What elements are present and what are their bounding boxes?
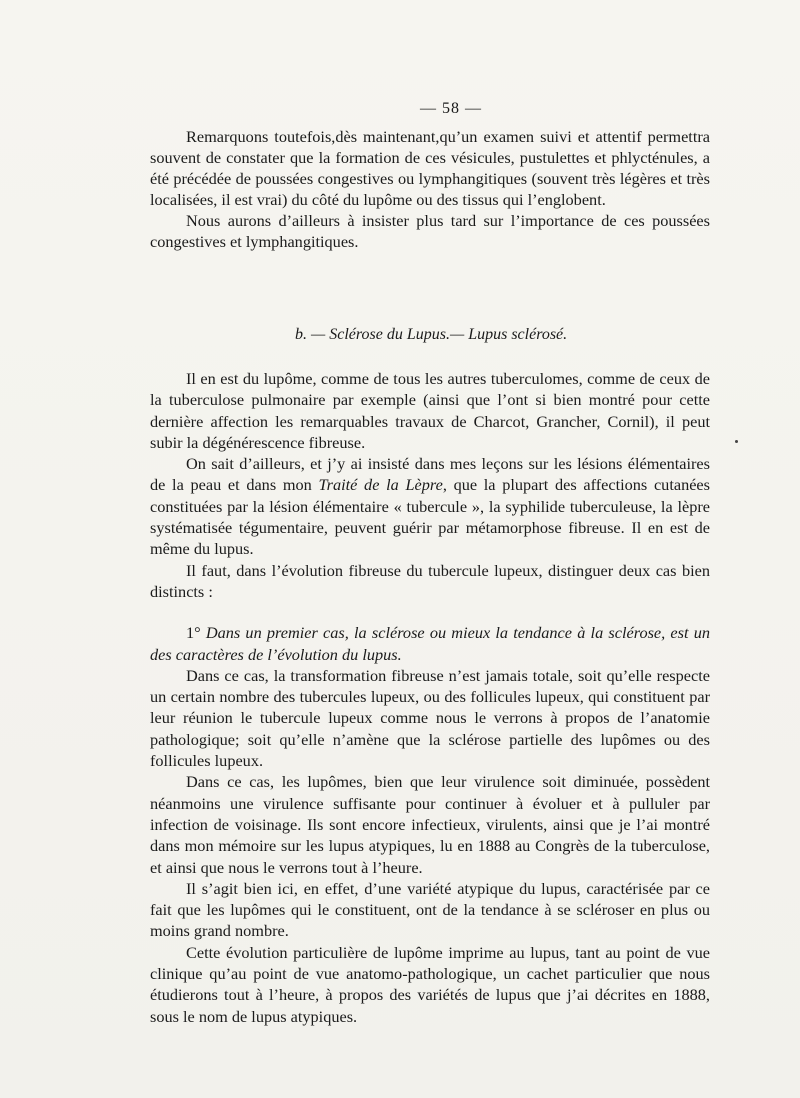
intro-paragraph-1: Remarquons toutefois,dès maintenant,qu’un examen suivi et attentif permettra souvent de constater que la formation de ces vésicules, pustulettes et phlycténules, a été précédée de poussées congestives ou lymphangitiques (souvent très légères et très localisées, il est vrai) du côté du lupôme ou des tissus qui l’englobent. xyxy=(150,127,710,209)
scan-speck xyxy=(735,440,738,443)
section-title: — Sclérose du Lupus.— Lupus sclérosé. xyxy=(311,326,568,343)
page-number: — 58 — xyxy=(420,100,482,117)
intro-text xyxy=(150,126,710,252)
paragraph-evolution: Cette évolution particulière de lupôme imprime au lupus, tant au point de vue clinique qu’au point de vue anatomo-pathologique, un cachet particulier que nous étudierons tout à l’heure, à propos des variétés de lupus que j’ai décrites en 1888, sous le nom de lupus atypiques. xyxy=(150,942,710,1026)
case-number: 1° xyxy=(186,623,201,643)
paragraph-deux-cas: Il faut, dans l’évolution fibreuse du tubercule lupeux, distinguer deux cas bien distincts : xyxy=(150,560,710,601)
paragraph-variete-atypique: Il s’agit bien ici, en effet, d’une variété atypique du lupus, caractérisée par ce fait que les lupômes qui le constituent, ont de la tendance à se scléroser en plus ou moins grand nombre. xyxy=(150,878,710,941)
paragraph-lecons xyxy=(150,453,710,559)
paragraph-transformation: Dans ce cas, la transformation fibreuse n’est jamais totale, soit qu’elle respecte un certain nombre des tubercules lupeux, ou des follicules lupeux, qui constituent par leur réunion le tubercule lupeux comme nous le verrons à propos de l’anatomie pathologique; soit qu’elle n’amène que la sclérose partielle des lupômes ou des follicules lupeux. xyxy=(150,665,710,771)
body-text xyxy=(150,368,710,1027)
paragraph-dégénérescence: Il en est du lupôme, comme de tous les autres tuberculomes, comme de ceux de la tuberculose pulmonaire par exemple (ainsi que l’ont si bien montré pour cette dernière affection les remarquables travaux de Charcot, Grancher, Cornil), il peut subir la dégénérescence fibreuse. xyxy=(150,369,710,452)
intro-paragraph-2: Nous aurons d’ailleurs à insister plus tard sur l’importance de ces poussées congestives et lymphangitiques. xyxy=(150,211,710,251)
traite-lepre-title: Traité de la Lèpre xyxy=(318,475,443,495)
paragraph-premier-cas xyxy=(150,622,710,665)
section-heading xyxy=(295,326,567,344)
p2-before: On sait d’ailleurs, et j’y ai insisté dans mes leçons sur les lésions élémentaires de la peau et dans mon xyxy=(150,454,710,495)
case-description: Dans un premier cas, la sclérose ou mieux la tendance à la sclérose, est un des caractères de l’évolution du lupus. xyxy=(150,623,710,664)
paragraph-virulence: Dans ce cas, les lupômes, bien que leur virulence soit diminuée, possèdent néanmoins une virulence suffisante pour continuer à évoluer et à pulluler par infection de voisinage. Ils sont encore infectieux, virulents, ainsi que je l’ai montré dans mon mémoire sur les lupus atypiques, lu en 1888 au Congrès de la tuberculose, et ainsi que nous le verrons tout à l’heure. xyxy=(150,772,710,877)
section-letter: b. xyxy=(295,326,307,343)
p2-after: , que la plupart des affections cutanées constituées par la lésion élémentaire « tubercule », la syphilide tuberculeuse, la lèpre systématisée tégumentaire, peuvent guérir par métamorphose fibreuse. Il en est de même du lupus. xyxy=(150,475,710,559)
